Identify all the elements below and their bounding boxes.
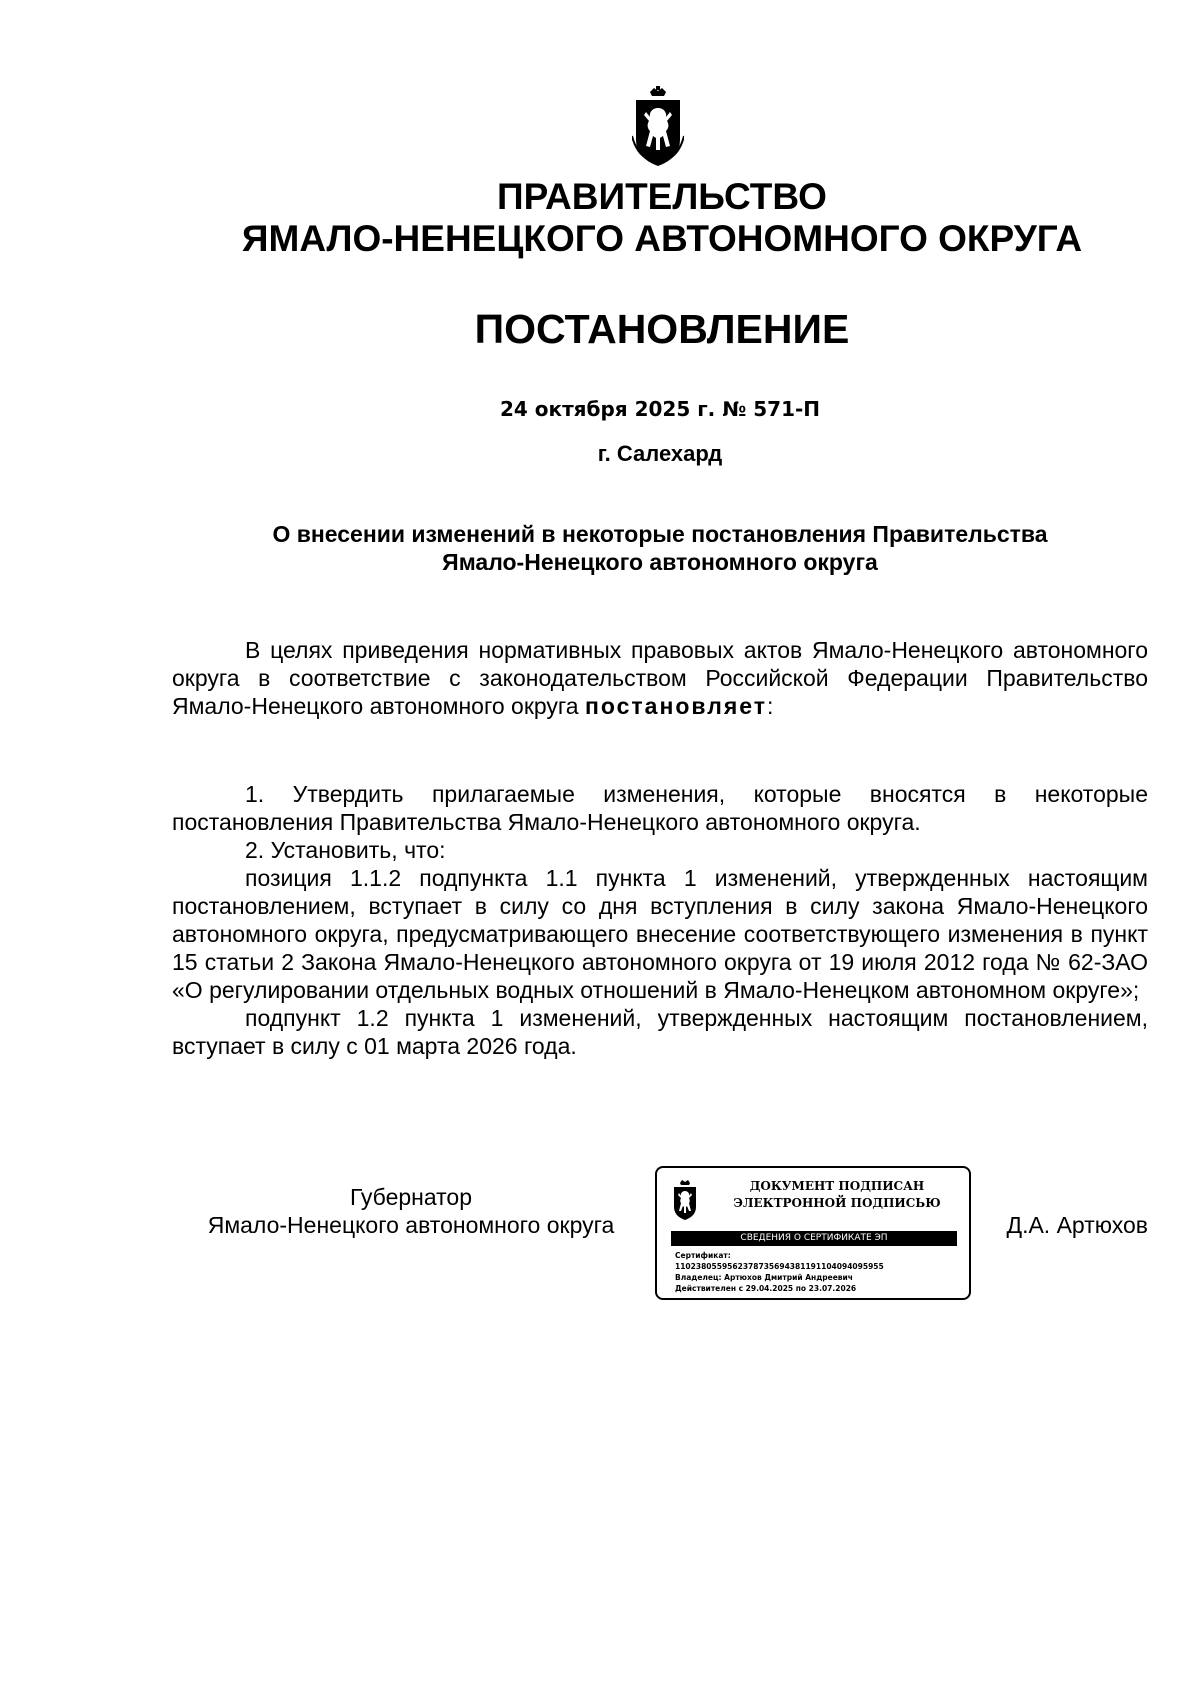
- item-2-subparagraph-a: позиция 1.1.2 подпункта 1.1 пункта 1 изменений, утвержденных настоящим постановлением, вступает в силу со дня вступления в силу закона Ямало-Ненецкого автономного округа, предусматривающего внесение соответствующего изменения в пункт 15 статьи 2 Закона Ямало-Ненецкого автономного округа от 19 июля 2012 года № 62-ЗАО «О регулировании отдельных водных отношений в Ямало-Ненецком автономном округе»;: [172, 865, 1148, 1003]
- government-title-line2: ЯМАЛО-НЕНЕЦКОГО АВТОНОМНОГО ОКРУГА: [241, 218, 1083, 259]
- intro-paragraph: [172, 636, 1148, 720]
- intro-text: В целях приведения нормативных правовых актов Ямало-Ненецкого автономного округа в соответствие с законодательством Российской Федерации Правительство Ямало-Ненецкого автономного округа: [172, 637, 1148, 719]
- stamp-heading-line1: ДОКУМЕНТ ПОДПИСАН: [749, 1179, 925, 1193]
- item-2-subparagraph-b: подпункт 1.2 пункта 1 изменений, утвержденных настоящим постановлением, вступает в силу с 01 марта 2026 года.: [172, 1005, 1148, 1059]
- document-date-number: 24 октября 2025 г. № 571-П: [499, 397, 821, 421]
- stamp-heading: [717, 1178, 957, 1212]
- stamp-validity: Действителен с 29.04.2025 по 23.07.2026: [675, 1284, 857, 1293]
- yanao-coat-of-arms-icon: [632, 86, 684, 170]
- stamp-owner: Владелец: Артюхов Дмитрий Андреевич: [675, 1273, 853, 1282]
- government-title-line1: ПРАВИТЕЛЬСТВО: [497, 176, 827, 217]
- decree-word: постановляет: [584, 693, 768, 719]
- document-type-title: ПОСТАНОВЛЕНИЕ: [474, 306, 850, 352]
- item-2: 2. Установить, что:: [245, 837, 446, 863]
- document-subject: [172, 520, 1148, 576]
- stamp-certificate-label: Сертификат:: [675, 1251, 731, 1260]
- decree-colon: :: [767, 693, 774, 719]
- stamp-heading-line2: ЭЛЕКТРОННОЙ ПОДПИСЬЮ: [733, 1196, 941, 1210]
- stamp-certificate-number: 1102380559562378735694381191104094095955: [675, 1262, 884, 1271]
- signatory-position-line1: Губернатор: [349, 1184, 473, 1210]
- intro-paragraph-block: [172, 636, 1148, 720]
- signatory-position: [172, 1183, 650, 1239]
- subject-line1: О внесении изменений в некоторые постановления Правительства: [272, 521, 1048, 547]
- stamp-coat-of-arms-icon: [671, 1180, 699, 1222]
- item-1: 1. Утвердить прилагаемые изменения, которые вносятся в некоторые постановления Правительства Ямало-Ненецкого автономного округа.: [172, 781, 1148, 835]
- document-city: г. Салехард: [597, 441, 723, 466]
- stamp-certificate-bar: СВЕДЕНИЯ О СЕРТИФИКАТЕ ЭП: [671, 1231, 957, 1246]
- signatory-name: Д.А. Артюхов: [1006, 1212, 1148, 1238]
- operative-part: [172, 780, 1148, 1060]
- electronic-signature-stamp: [655, 1166, 971, 1300]
- signatory-position-line2: Ямало-Ненецкого автономного округа: [207, 1212, 615, 1238]
- subject-line2: Ямало-Ненецкого автономного округа: [442, 549, 878, 575]
